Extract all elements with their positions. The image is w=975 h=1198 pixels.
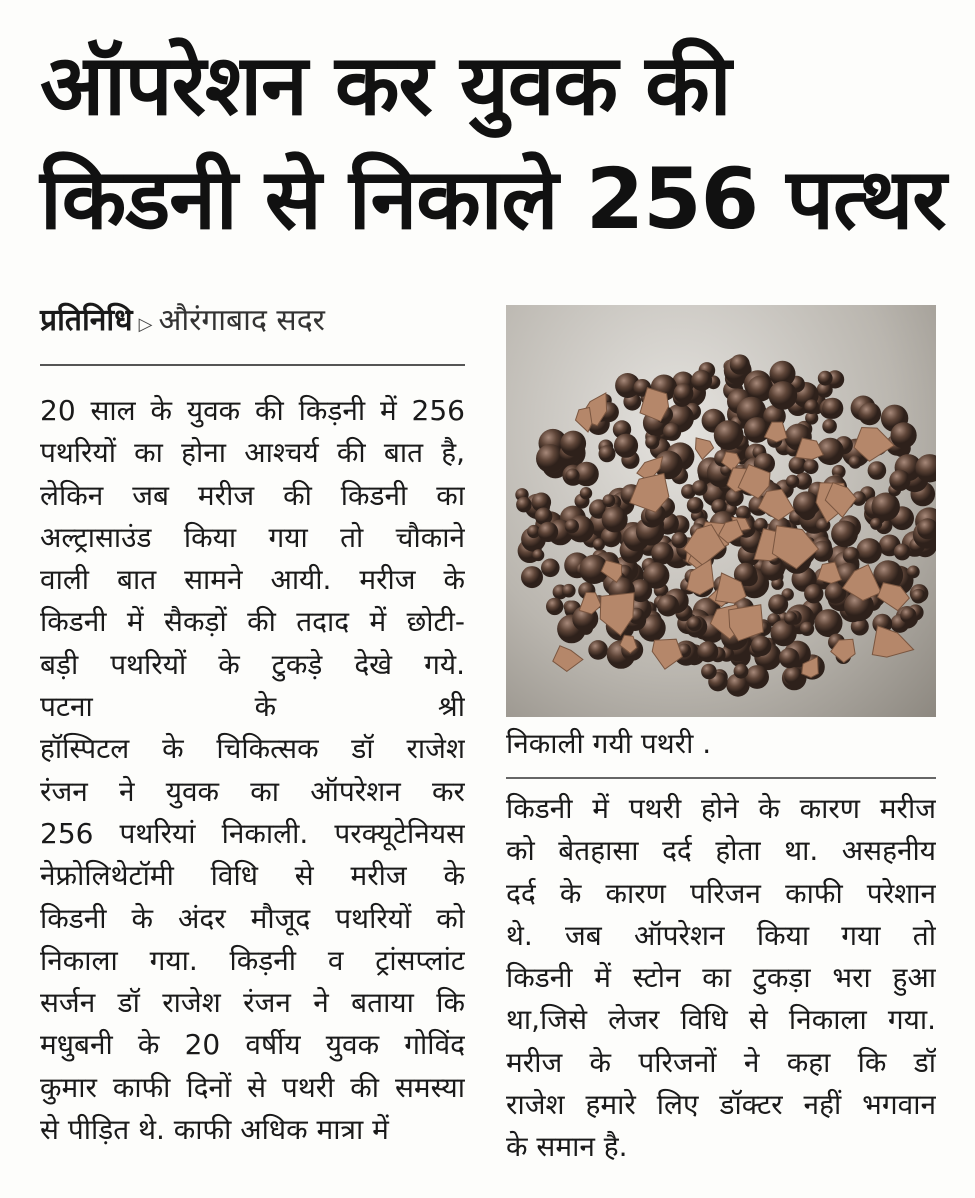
article-line: 20 साल के युवक की किड़नी में 256 bbox=[40, 394, 465, 427]
stone bbox=[868, 461, 887, 480]
stone bbox=[599, 445, 616, 462]
stone bbox=[894, 544, 911, 561]
article-line: अल्ट्रासाउंड किया गया तो चौकाने bbox=[40, 520, 465, 554]
stone bbox=[751, 636, 771, 656]
stone bbox=[580, 487, 592, 499]
article-line: बड़ी पथरियों के टुकड़े देखे गये. bbox=[40, 647, 465, 681]
stone bbox=[657, 595, 679, 617]
stone bbox=[691, 370, 712, 391]
stone bbox=[804, 459, 819, 474]
headline-line-1: ऑपरेशन कर युवक की bbox=[40, 36, 731, 134]
headline-line-2: किडनी से निकाले 256 पत्थर bbox=[40, 150, 946, 248]
stone bbox=[849, 456, 862, 469]
stone bbox=[768, 594, 788, 614]
article-line: पथरियों का होना आश्चर्य की बात है, bbox=[40, 436, 465, 470]
stone bbox=[779, 648, 799, 668]
stone bbox=[692, 480, 708, 496]
stone bbox=[843, 547, 860, 564]
article-line: निकाला गया. किड़नी व ट्रांसप्लांट bbox=[40, 943, 465, 977]
stone bbox=[674, 383, 694, 403]
stone bbox=[536, 444, 565, 473]
article-line: रंजन ने युवक का ऑपरेशन कर bbox=[40, 774, 465, 808]
stone bbox=[870, 518, 882, 530]
article-line: को बेतहासा दर्द होता था. असहनीय bbox=[506, 834, 936, 868]
article-line: मरीज के परिजनों ने कहा कि डॉ bbox=[506, 1045, 936, 1079]
photo-caption: निकाली गयी पथरी . bbox=[506, 727, 712, 760]
stone-fragment bbox=[576, 408, 592, 433]
article-line: सर्जन डॉ राजेश रंजन ने बताया कि bbox=[40, 986, 465, 1020]
byline-place: औरंगाबाद सदर bbox=[158, 303, 325, 338]
article-line: किडनी के अंदर मौजूद पथरियों को bbox=[40, 901, 465, 935]
stone bbox=[541, 559, 560, 578]
stone bbox=[786, 475, 799, 488]
article-line: 256 पथरियां निकाली. परक्यूटेनियस bbox=[40, 816, 465, 850]
stone bbox=[800, 622, 814, 636]
stone bbox=[538, 522, 558, 542]
stone bbox=[784, 667, 803, 686]
article-line: किडनी में स्टोन का टुकड़ा भरा हुआ bbox=[506, 961, 936, 995]
stone bbox=[565, 469, 579, 483]
stone bbox=[734, 664, 749, 679]
article-body-left bbox=[40, 390, 465, 1151]
article-line: मधुबनी के 20 वर्षीय युवक गोविंद bbox=[40, 1028, 465, 1062]
article-line: पटना के श्री bbox=[40, 690, 465, 724]
stone bbox=[687, 497, 704, 514]
article-line: दर्द के कारण परिजन काफी परेशान bbox=[506, 876, 936, 910]
stone bbox=[588, 640, 608, 660]
stone bbox=[822, 398, 843, 419]
article-line: था,जिसे लेजर विधि से निकाला गया. bbox=[506, 1003, 936, 1037]
byline-label: प्रतिनिधि bbox=[40, 303, 133, 338]
byline-arrow-icon: ▷ bbox=[138, 314, 153, 335]
stone bbox=[822, 419, 837, 434]
stone bbox=[856, 538, 882, 564]
stone bbox=[784, 611, 797, 624]
article-line: हॉस्पिटल के चिकित्सक डॉ राजेश bbox=[40, 732, 465, 766]
stone bbox=[602, 506, 628, 532]
kidney-stones-photo bbox=[506, 305, 936, 717]
stone bbox=[889, 470, 910, 491]
article-body-right bbox=[506, 788, 936, 1169]
article-line: थे. जब ऑपरेशन किया गया तो bbox=[506, 918, 936, 952]
article-line: नेफ्रोलिथेटॉमी विधि से मरीज के bbox=[40, 859, 465, 893]
article-line: से पीड़ित थे. काफी अधिक मात्रा में bbox=[40, 1113, 389, 1147]
stone bbox=[900, 607, 916, 623]
stone bbox=[804, 399, 819, 414]
stone bbox=[701, 664, 717, 680]
stone-fragment bbox=[553, 646, 583, 672]
stone bbox=[532, 549, 544, 561]
stone bbox=[593, 538, 605, 550]
stone bbox=[907, 566, 920, 579]
article-line: राजेश हमारे लिए डॉक्टर नहीं भगवान bbox=[506, 1088, 936, 1122]
stone bbox=[815, 609, 843, 637]
article-line: किडनी में पथरी होने के कारण मरीज bbox=[506, 792, 936, 825]
byline-divider bbox=[40, 364, 465, 366]
stone bbox=[645, 435, 659, 449]
stone bbox=[730, 354, 750, 374]
stone bbox=[804, 584, 823, 603]
stone bbox=[546, 598, 563, 615]
stone-fragment bbox=[696, 438, 714, 459]
stone bbox=[697, 641, 718, 662]
stone bbox=[663, 423, 681, 441]
stone bbox=[745, 665, 769, 689]
stone bbox=[614, 434, 638, 458]
stone bbox=[872, 493, 900, 521]
article-line: लेकिन जब मरीज की किडनी का bbox=[40, 478, 465, 512]
stone bbox=[603, 494, 616, 507]
stone bbox=[891, 422, 917, 448]
headline bbox=[40, 28, 950, 256]
stone bbox=[769, 381, 798, 410]
stone-fragment bbox=[872, 626, 913, 657]
stone bbox=[714, 420, 744, 450]
stone bbox=[911, 589, 926, 604]
stone bbox=[687, 617, 702, 632]
byline bbox=[40, 296, 465, 350]
stone bbox=[793, 491, 819, 517]
stone bbox=[521, 566, 543, 588]
article-line: कुमार काफी दिनों से पथरी की समस्या bbox=[40, 1070, 465, 1104]
stone bbox=[858, 403, 881, 426]
article-line: किडनी में सैकड़ों की तदाद में छोटी- bbox=[40, 605, 465, 639]
stones-illustration bbox=[506, 305, 936, 717]
stone bbox=[651, 542, 673, 564]
article-line: के समान है. bbox=[506, 1130, 628, 1164]
stone bbox=[560, 431, 586, 457]
stone bbox=[831, 521, 858, 548]
stone bbox=[516, 497, 532, 513]
caption-divider bbox=[506, 777, 936, 779]
article-line: वाली बात सामने आयी. मरीज के bbox=[40, 563, 465, 597]
stone-fragment bbox=[652, 639, 682, 669]
stone bbox=[818, 371, 833, 386]
stone bbox=[562, 584, 576, 598]
stone bbox=[671, 532, 687, 548]
stone bbox=[565, 519, 579, 533]
